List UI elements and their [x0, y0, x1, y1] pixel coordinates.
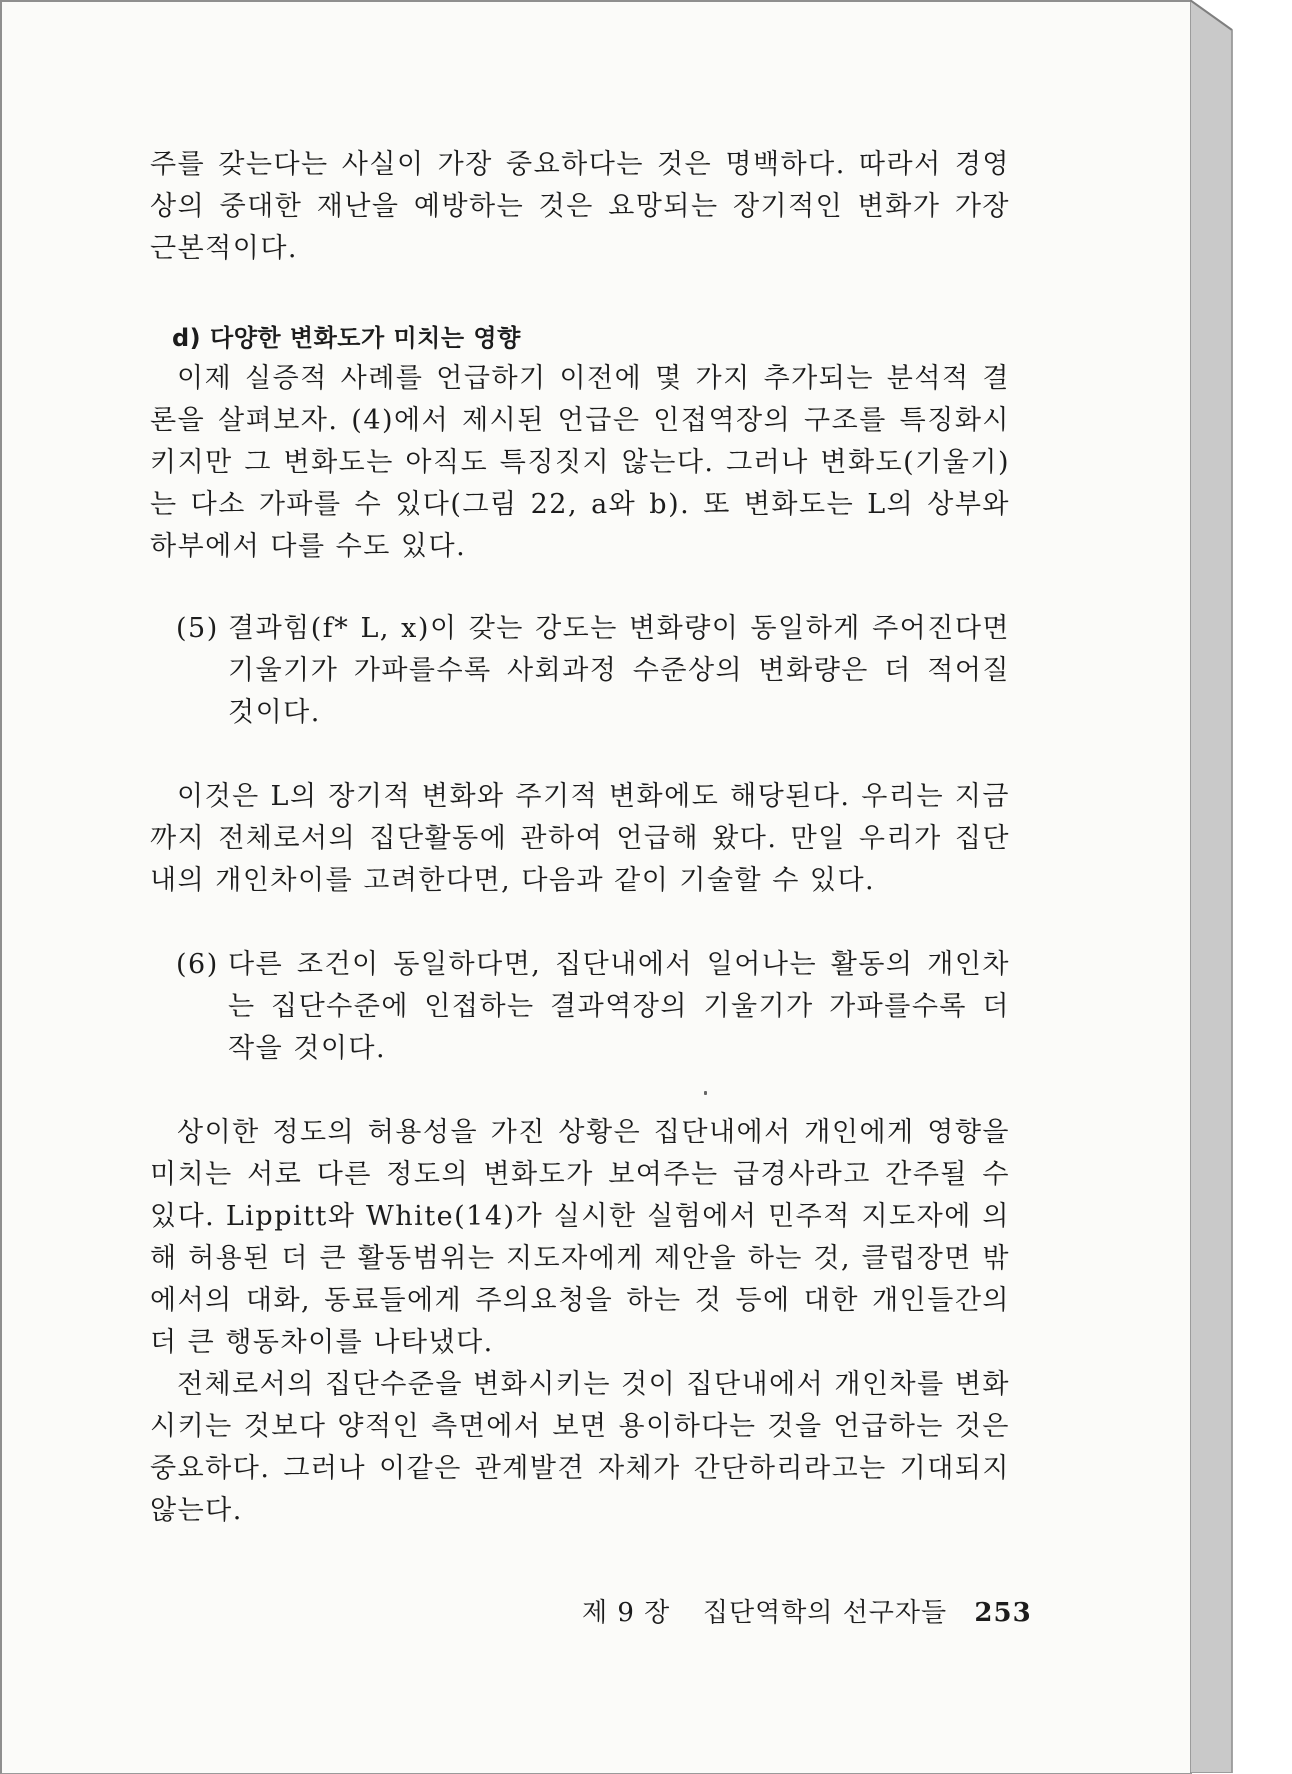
print-speck: [704, 1091, 707, 1095]
proposition-5-number: (5): [176, 613, 219, 644]
proposition-5-text: 결과힘(f* L, x)이 갖는 강도는 변화량이 동일하게 주어진다면 기울기가 가파를수록 사회과정 수준상의 변화량은 더 적어질 것이다.: [228, 613, 1010, 728]
paragraph-individual-differences: 이것은 L의 장기적 변화와 주기적 변화에도 해당된다. 우리는 지금까지 전체로서의 집단활동에 관하여 언급해 왔다. 만일 우리가 집단내의 개인차이를 고려한다면, 다음과 같이 기술할 수 있다.: [150, 781, 1010, 896]
proposition-6-number: (6): [176, 949, 219, 980]
section-heading-d: d) 다양한 변화도가 미치는 영향: [172, 324, 521, 352]
running-footer: [582, 1592, 1032, 1629]
proposition-6-text: 다른 조건이 동일하다면, 집단내에서 일어나는 활동의 개인차는 집단수준에 인접하는 결과역장의 기울기가 가파를수록 더 작을 것이다.: [228, 949, 1010, 1064]
paragraph-continuation: 주를 갖는다는 사실이 가장 중요하다는 것은 명백하다. 따라서 경영상의 중대한 재난을 예방하는 것은 요망되는 장기적인 변화가 가장 근본적이다.: [150, 149, 1010, 264]
page-stack-edge: [1190, 0, 1292, 1773]
page-number: 253: [974, 1598, 1032, 1628]
paragraph-analytic-conclusions: 이제 실증적 사례를 언급하기 이전에 몇 가지 추가되는 분석적 결론을 살펴보자. (4)에서 제시된 언급은 인접역장의 구조를 특징화시키지만 그 변화도는 아직도 특징짓지 않는다. 그러나 변화도(기울기)는 다소 가파를 수 있다(그림 22, a와 b). 또 변화도는 L의 상부와 하부에서 다를 수도 있다.: [150, 363, 1010, 562]
paragraph-group-level: 전체로서의 집단수준을 변화시키는 것이 집단내에서 개인차를 변화시키는 것보다 양적인 측면에서 보면 용이하다는 것을 언급하는 것은 중요하다. 그러나 이같은 관계발견 자체가 간단하리라고는 기대되지 않는다.: [150, 1369, 1010, 1526]
footer-chapter: 제 9 장: [582, 1598, 671, 1628]
paragraph-permissiveness: 상이한 정도의 허용성을 가진 상황은 집단내에서 개인에게 영향을 미치는 서로 다른 정도의 변화도가 보여주는 급경사라고 간주될 수 있다. Lippitt와 White(14)가 실시한 실험에서 민주적 지도자에 의해 허용된 더 큰 활동범위는 지도자에게 제안을 하는 것, 클럽장면 밖에서의 대화, 동료들에게 주의요청을 하는 것 등에 대한 개인들간의 더 큰 행동차이를 나타냈다.: [150, 1117, 1010, 1358]
footer-title: 집단역학의 선구자들: [702, 1598, 948, 1628]
